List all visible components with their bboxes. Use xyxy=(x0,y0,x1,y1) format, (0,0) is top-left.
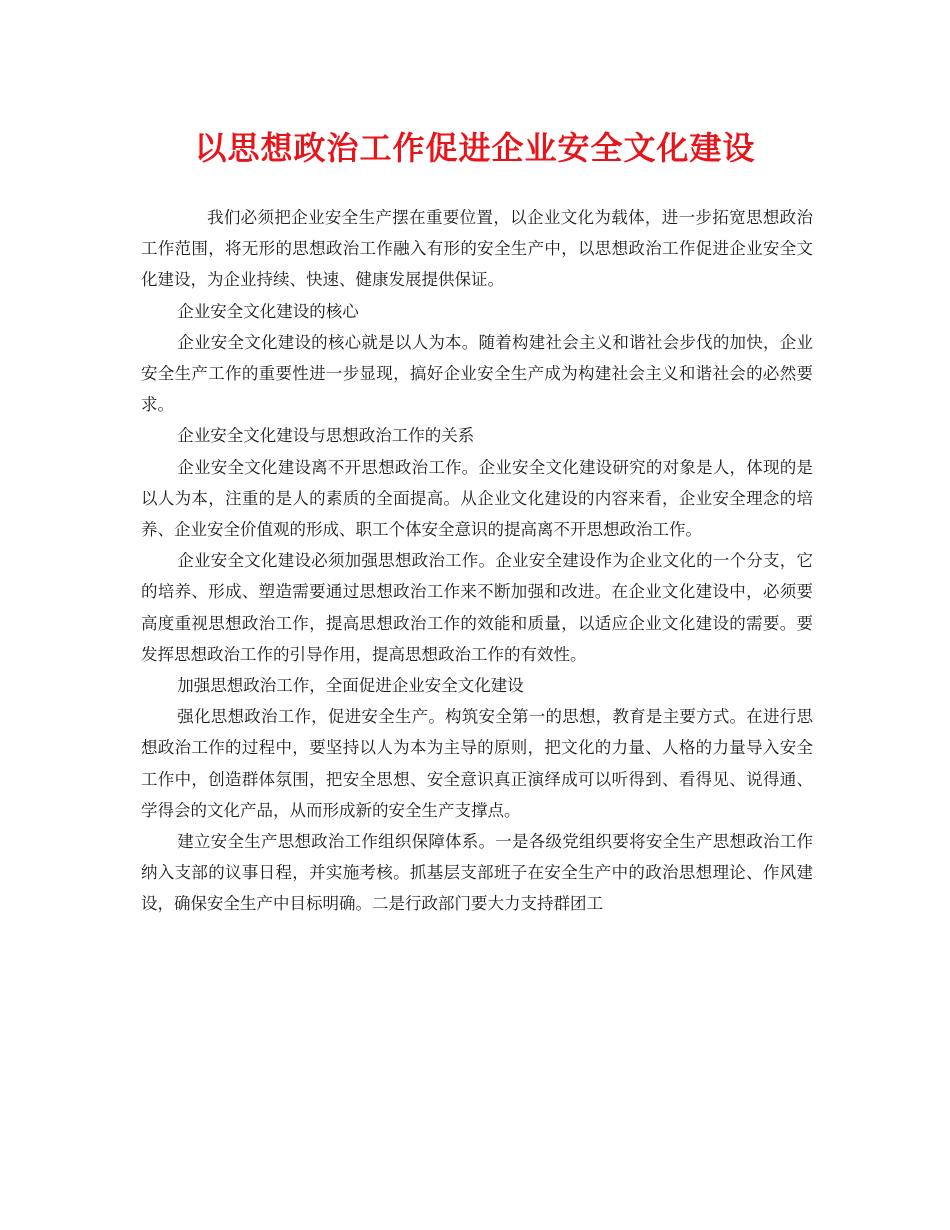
document-title: 以思想政治工作促进企业安全文化建设 xyxy=(194,129,756,167)
section-heading-core: 企业安全文化建设的核心 xyxy=(177,301,359,321)
paragraph-relation-2: 企业安全文化建设必须加强思想政治工作。企业安全建设作为企业文化的一个分支，它的培养、形成、塑造需要通过思想政治工作来不断加强和改进。在企业文化建设中，必须要高度重视思想政治工作，提高思想政治工作的效能和质量，以适应企业文化建设的需要。要发挥思想政治工作的引导作用，提高思想政治工作的有效性。 xyxy=(141,551,813,664)
section-heading-relation: 企业安全文化建设与思想政治工作的关系 xyxy=(177,426,475,446)
intro-paragraph: 我们必须把企业安全生产摆在重要位置，以企业文化为载体，进一步拓宽思想政治工作范围，将无形的思想政治工作融入有形的安全生产中，以思想政治工作促进企业安全文化建设，为企业持续、快速、健康发展提供保证。 xyxy=(141,208,813,290)
paragraph-relation-1: 企业安全文化建设离不开思想政治工作。企业安全文化建设研究的对象是人，体现的是以人为本，注重的是人的素质的全面提高。从企业文化建设的内容来看，企业安全理念的培养、企业安全价值观的形成、职工个体安全意识的提高离不开思想政治工作。 xyxy=(141,457,813,540)
section-heading-strengthen: 加强思想政治工作，全面促进企业安全文化建设 xyxy=(177,676,524,696)
document-body xyxy=(141,202,813,920)
paragraph-core: 企业安全文化建设的核心就是以人为本。随着构建社会主义和谐社会步伐的加快，企业安全生产工作的重要性进一步显现，搞好企业安全生产成为构建社会主义和谐社会的必然要求。 xyxy=(141,332,813,415)
paragraph-strengthen-1: 强化思想政治工作，促进安全生产。构筑安全第一的思想，教育是主要方式。在进行思想政治工作的过程中，要坚持以人为本为主导的原则，把文化的力量、人格的力量导入安全工作中，创造群体氛围，把安全思想、安全意识真正演绎成可以听得到、看得见、说得通、学得会的文化产品，从而形成新的安全生产支撑点。 xyxy=(141,707,813,820)
paragraph-strengthen-2: 建立安全生产思想政治工作组织保障体系。一是各级党组织要将安全生产思想政治工作纳入支部的议事日程，并实施考核。抓基层支部班子在安全生产中的政治思想理论、作风建设，确保安全生产中目标明确。二是行政部门要大力支持群团工 xyxy=(141,832,813,914)
